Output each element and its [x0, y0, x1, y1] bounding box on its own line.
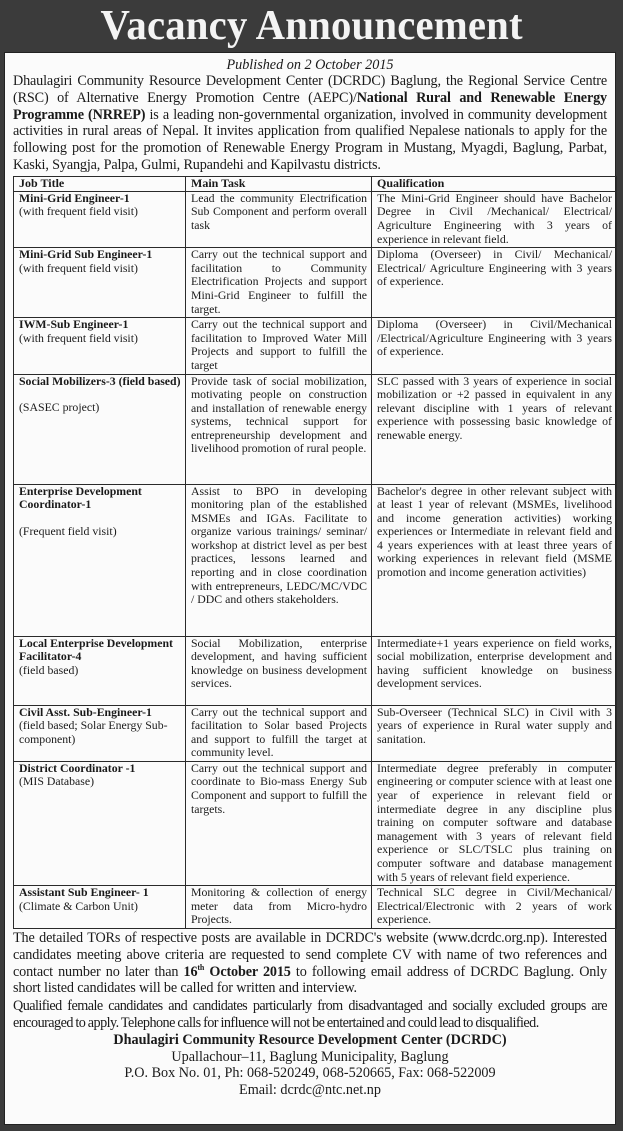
qualification-cell: Intermediate degree preferably in computer engineering or computer science with at least one year of experience in relevant field or intermediate degree in any discipline plus training on computer software and database management with 3 years of relevant field experience or SLC/TSLC plus training on computer software and database management with 5 years of relevant field experience.: [372, 761, 617, 885]
job-note: (with frequent field visit): [19, 330, 138, 345]
table-row: [14, 248, 617, 318]
header-job-title: Job Title: [14, 176, 186, 191]
intro-text-1: Dhaulagiri Community Resource Development Center (DCRDC) Baglung, the Regional Service Centre (RSC) of Alternative Energy Promotion Centre (AEPC)/: [13, 73, 607, 106]
organization-name-text: Dhaulagiri Community Resource Development Center (DCRDC): [113, 1031, 507, 1048]
application-text-2: to following email address of DCRDC Baglung. Only short listed candidates will be called for written and interview.: [13, 963, 607, 997]
job-title: IWM-Sub Engineer-1: [19, 317, 129, 332]
qualification-cell: Technical SLC degree in Civil/Mechanical/ Electrical/Electronic with 2 years of work experience.: [372, 886, 617, 929]
qualification-cell: Diploma (Overseer) in Civil/ Mechanical/ Electrical/ Agriculture Engineering with 3 years of experience.: [372, 248, 617, 318]
main-task-cell: Carry out the technical support and facilitation to Community Electrification Projects and support Mini-Grid Engineer to fulfill the target.: [186, 248, 372, 318]
job-title-cell: [14, 761, 186, 885]
deadline-suffix: th: [197, 962, 205, 972]
main-task-cell: Monitoring & collection of energy meter data from Micro-hydro Projects.: [186, 886, 372, 929]
job-note: (SASEC project): [19, 400, 100, 415]
organization-name: [13, 1032, 607, 1049]
job-title: Mini-Grid Sub Engineer-1: [19, 247, 153, 262]
intro-text-2: is a leading non-governmental organization, involved in community development activities in rural areas of Nepal. It invites application from qualified Nepalese nationals to apply for the following post for the promotion of Renewable Energy Program in Mustang, Myagdi, Baglung, Parbat, Kaski, Syangja, Palpa, Gulmi, Rupandehi and Kapilvastu districts.: [13, 106, 607, 173]
job-title: District Coordinator -1: [19, 760, 136, 775]
main-task-cell: Social Mobilization, enterprise development, and having sufficient knowledge on business development services.: [186, 636, 372, 705]
organization-email: Email: dcrdc@ntc.net.np: [239, 1082, 381, 1099]
job-title-cell: [14, 886, 186, 929]
job-note: (with frequent field visit): [19, 204, 138, 219]
main-task-cell: Carry out the technical support and facilitation to Solar based Projects and support to fulfill the target at community level.: [186, 705, 372, 761]
tors-notice: [13, 930, 607, 997]
job-title-cell: [14, 318, 186, 374]
vacancy-table: [13, 176, 617, 929]
published-date: Published on 2 October 2015: [226, 57, 394, 73]
intro-program-name: National Rural and Renewable Energy Programme (NRREP): [13, 89, 607, 123]
job-note: (Frequent field visit): [19, 523, 117, 538]
table-header-row: [14, 176, 617, 191]
job-title: Civil Asst. Sub-Engineer-1: [19, 704, 152, 719]
job-note: (MIS Database): [19, 774, 95, 789]
job-title: Enterprise Development Coordinator-1: [19, 483, 142, 512]
intro-paragraph: [13, 73, 607, 174]
announcement-body: [4, 52, 616, 1125]
table-row: [14, 886, 617, 929]
job-title-cell: [14, 191, 186, 247]
organization-address: Upallachour–11, Baglung Municipality, Baglung: [171, 1048, 449, 1065]
job-title-cell: [14, 248, 186, 318]
job-note: (field based; Solar Energy Sub-component): [19, 718, 168, 746]
main-task-cell: Provide task of social mobilization, motivating people on construction and installation of renewable energy systems, technical support for entrepreneurship development and livelihood promotion of rural people.: [186, 374, 372, 484]
job-title-cell: [14, 484, 186, 636]
page-title: Vacancy Announcement: [100, 3, 523, 49]
equal-opportunity-notice: Qualified female candidates and candidates particularly from disadvantaged and socially excluded groups are encouraged to apply. Telephone calls for influence will not be entertained and could lead to disqualified.: [13, 998, 607, 1031]
header-main-task: Main Task: [186, 176, 372, 191]
table-row: [14, 705, 617, 761]
tors-text: The detailed TORs of respective posts are available in DCRDC's website (www.dcrdc.org.np).: [13, 930, 548, 946]
job-title: Local Enterprise Development Facilitator-4: [19, 635, 173, 664]
main-task-cell: Carry out the technical support and coordinate to Bio-mass Energy Sub Component and support to fulfill the targets.: [186, 761, 372, 885]
qualification-cell: Diploma (Overseer) in Civil/Mechanical /Electrical/Agriculture Engineering with 3 years of experience.: [372, 318, 617, 374]
qualification-cell: The Mini-Grid Engineer should have Bachelor Degree in Civil /Mechanical/ Electrical/ Agriculture Engineering with 3 years of experience in relevant field.: [372, 191, 617, 247]
qualification-cell: Intermediate+1 years experience on field works, social mobilization, enterprise development and having sufficient knowledge on business development services.: [372, 636, 617, 705]
deadline-month-year: October 2015: [204, 963, 291, 980]
announcement-banner: [0, 0, 623, 52]
job-title: Assistant Sub Engineer- 1: [19, 885, 149, 900]
main-task-cell: Lead the community Electrification Sub Component and perform overall task: [186, 191, 372, 247]
table-row: [14, 374, 617, 484]
qualification-cell: Bachelor's degree in other relevant subject with at least 1 year of relevant (MSMEs, livelihood and income generation activities) working experiences or Intermediate in relevant field and 4 years experiences with at least three years of working experiences in relevant field (MSME promotion and income generation activities): [372, 484, 617, 636]
table-row: [14, 484, 617, 636]
job-title-cell: [14, 636, 186, 705]
job-title: Social Mobilizers-3 (field based): [19, 373, 181, 388]
job-note: (Climate & Carbon Unit): [19, 898, 138, 913]
job-title: Mini-Grid Engineer-1: [19, 190, 130, 205]
table-row: [14, 318, 617, 374]
header-qualification: Qualification: [372, 176, 617, 191]
job-title-cell: [14, 705, 186, 761]
application-text-1: Interested candidates meeting above criteria are requested to send complete CV with name of two references and contact number no later than: [13, 930, 607, 980]
main-task-cell: Carry out the technical support and facilitation to Improved Water Mill Projects and support to fulfill the target: [186, 318, 372, 374]
deadline: [184, 964, 291, 980]
job-note: (field based): [19, 662, 79, 677]
job-title-cell: [14, 374, 186, 484]
main-task-cell: Assist to BPO in developing monitoring plan of the established MSMEs and IGAs. Facilitate to organize various trainings/ seminar/ workshop at district level as per best practices, lessons learned and reporting and in close coordination with entrepreneurs, LEDC/MC/VDC / DDC and others stakeholders.: [186, 484, 372, 636]
qualification-cell: SLC passed with 3 years of experience in social mobilization or +2 passed in equivalent in any relevant discipline with 1 years of relevant experience with possessing basic knowledge of renewable energy.: [372, 374, 617, 484]
organization-contact: P.O. Box No. 01, Ph: 068-520249, 068-520665, Fax: 068-522009: [124, 1065, 496, 1082]
table-row: [14, 636, 617, 705]
qualification-cell: Sub-Overseer (Technical SLC) in Civil with 3 years of experience in Rural water supply and sanitation.: [372, 705, 617, 761]
table-row: [14, 191, 617, 247]
table-row: [14, 761, 617, 885]
deadline-day: 16: [183, 963, 198, 980]
job-note: (with frequent field visit): [19, 260, 138, 275]
